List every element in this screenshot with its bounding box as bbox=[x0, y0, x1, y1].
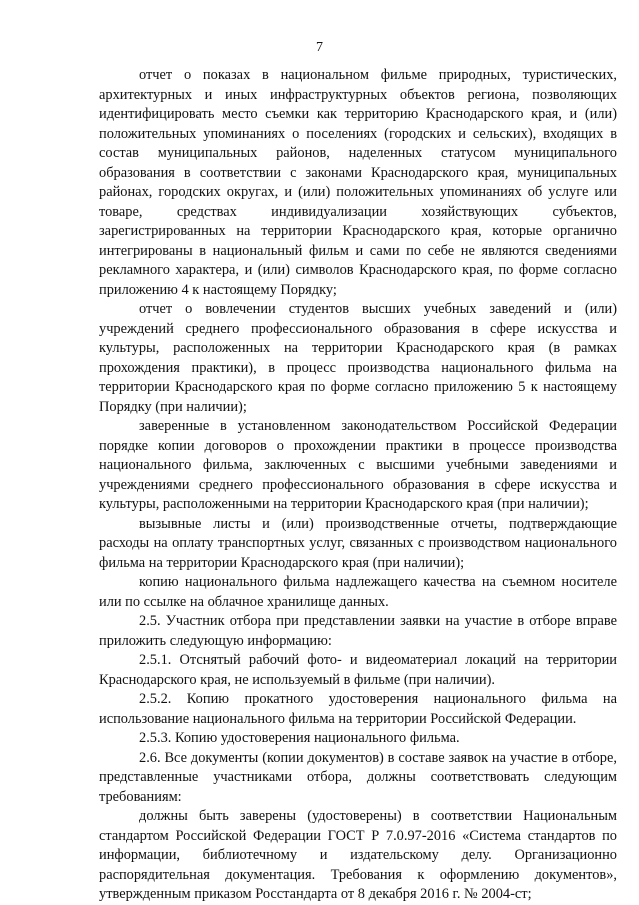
clause-2-5-1: 2.5.1. Отснятый рабочий фото- и видеоматериал локаций на территории Краснодарского края, не используемый в фильме (при наличии). bbox=[99, 652, 617, 688]
paragraph-call-sheets: вызывные листы и (или) производственные отчеты, подтверждающие расходы на оплату транспортных услуг, связанных с производством национального фильма на территории Краснодарского края (при наличии); bbox=[99, 515, 617, 571]
paragraph-certification: должны быть заверены (удостоверены) в соответствии Национальным стандартом Российской Федерации ГОСТ Р 7.0.97-2016 «Система стандартов по информации, библиотечному и издательскому делу. Организационно распорядительная документация. Требования к оформлению документов», утвержденным приказом Росстандарта от 8 декабря 2016 г. № 2004-ст; bbox=[99, 808, 617, 902]
clause-2-5-2: 2.5.2. Копию прокатного удостоверения национального фильма на использование национального фильма на территории Российской Федерации. bbox=[99, 691, 617, 727]
clause-2-5-3: 2.5.3. Копию удостоверения национального фильма. bbox=[139, 730, 460, 746]
paragraph-report-shows: отчет о показах в национальном фильме природных, туристических, архитектурных и иных инфраструктурных объектов региона, позволяющих идентифицировать место съемки как территорию Краснодарского края, и (или) положительных упоминаниях о поселениях (городских и сельских), входящих в состав муниципальных районов, наделенных статусом муниципального образования в соответствии с законами Краснодарского края, муниципальных районах, городских округах, и (или) положительных упоминаниях об услуге или товаре, средствах индивидуализации хозяйствующих субъектов, зарегистрированных на территории Краснодарского края, которые органично интегрированы в национальный фильм и сами по себе не являются сведениями рекламного характера, и (или) символов Краснодарского края, по форме согласно приложению 4 к настоящему Порядку; bbox=[99, 67, 617, 298]
clause-2-6: 2.6. Все документы (копии документов) в составе заявок на участие в отборе, представленные участниками отбора, должны соответствовать следующим требованиям: bbox=[99, 749, 617, 805]
paragraph-film-copy: копию национального фильма надлежащего качества на съемном носителе или по ссылке на облачное хранилище данных. bbox=[99, 574, 617, 610]
document-body bbox=[99, 66, 617, 905]
paragraph-report-students: отчет о вовлечении студентов высших учебных заведений и (или) учреждений среднего профессионального образования в сфере искусства и культуры, расположенных на территории Краснодарского края (в рамках прохождения практики), в процесс производства национального фильма на территории Краснодарского края по форме согласно приложению 5 к настоящему Порядку (при наличии); bbox=[99, 301, 617, 415]
paragraph-internship-contracts: заверенные в установленном законодательством Российской Федерации порядке копии договоров о прохождении практики в процессе производства национального фильма, заключенных с высшими учебными заведениями и учреждениями среднего профессионального образования в сфере искусства и культуры, расположенными на территории Краснодарского края (при наличии); bbox=[99, 418, 617, 512]
page-number: 7 bbox=[316, 40, 323, 55]
clause-2-5: 2.5. Участник отбора при представлении заявки на участие в отборе вправе приложить следующую информацию: bbox=[99, 613, 617, 649]
